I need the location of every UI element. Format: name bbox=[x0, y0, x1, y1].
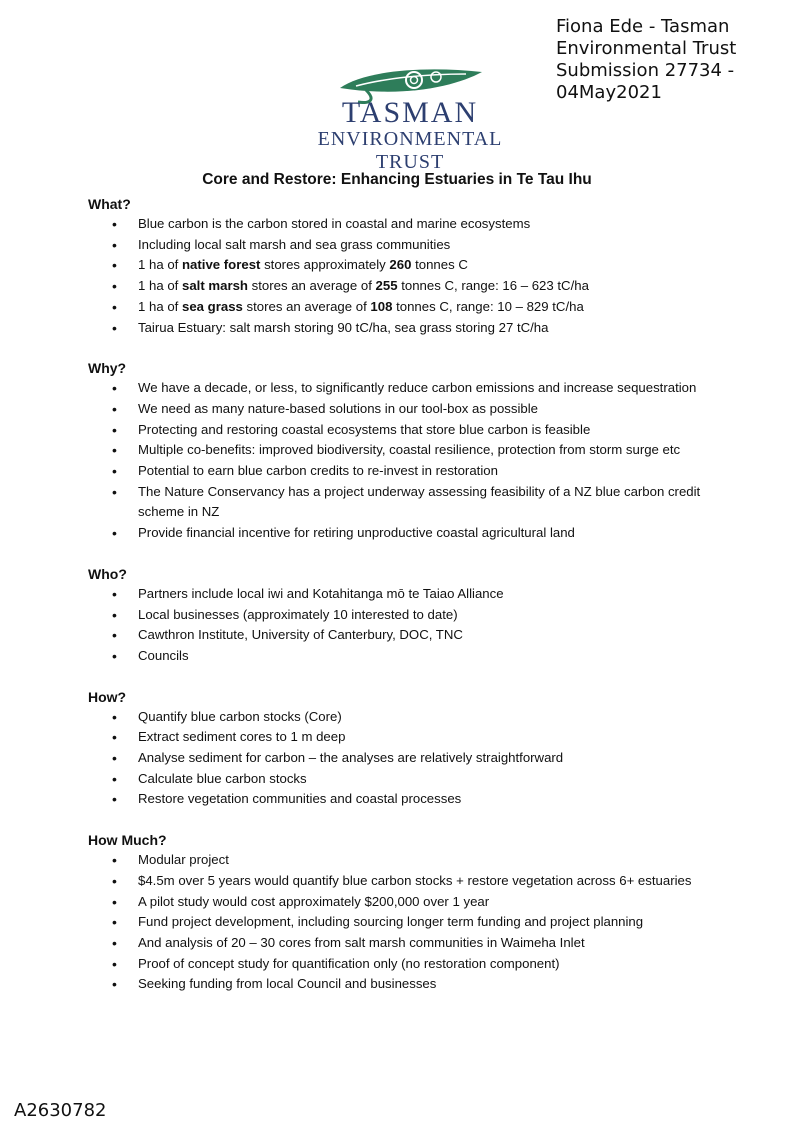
section-heading: What? bbox=[88, 196, 131, 212]
list-item: • Multiple co-benefits: improved biodiversity, coastal resilience, protection from storm surge etc bbox=[88, 440, 738, 461]
list-item: • Including local salt marsh and sea grass communities bbox=[88, 235, 738, 256]
list-item: • We need as many nature-based solutions in our tool-box as possible bbox=[88, 399, 738, 420]
list-item: • 1 ha of salt marsh stores an average of 255 tonnes C, range: 16 – 623 tC/ha bbox=[88, 276, 738, 297]
list-item: • Cawthron Institute, University of Canterbury, DOC, TNC bbox=[88, 625, 738, 646]
list-item: • A pilot study would cost approximately $200,000 over 1 year bbox=[88, 892, 738, 913]
section-how bbox=[88, 687, 738, 811]
submission-stamp: Fiona Ede - Tasman Environmental Trust Submission 27734 - 04May2021 bbox=[556, 16, 737, 103]
section-why bbox=[88, 358, 738, 544]
bullet-list bbox=[88, 214, 738, 338]
list-item: • Proof of concept study for quantification only (no restoration component) bbox=[88, 954, 738, 975]
list-item: • Potential to earn blue carbon credits to re-invest in restoration bbox=[88, 461, 738, 482]
list-item: • The Nature Conservancy has a project underway assessing feasibility of a NZ blue carbon credit scheme in NZ bbox=[88, 482, 738, 523]
list-item: • $4.5m over 5 years would quantify blue carbon stocks + restore vegetation across 6+ estuaries bbox=[88, 871, 738, 892]
document-body bbox=[88, 194, 738, 995]
list-item: • Restore vegetation communities and coastal processes bbox=[88, 789, 738, 810]
logo-line-2: ENVIRONMENTAL TRUST bbox=[317, 128, 503, 173]
section-heading: Who? bbox=[88, 565, 127, 582]
section-who bbox=[88, 564, 738, 667]
list-item: • Seeking funding from local Council and businesses bbox=[88, 974, 738, 995]
logo-line-1: TASMAN bbox=[341, 96, 479, 129]
list-item: • 1 ha of native forest stores approximately 260 tonnes C bbox=[88, 255, 738, 276]
document-id: A2630782 bbox=[14, 1100, 107, 1121]
bullet-list bbox=[88, 707, 738, 811]
list-item: • And analysis of 20 – 30 cores from salt marsh communities in Waimeha Inlet bbox=[88, 933, 738, 954]
section-how-much bbox=[88, 830, 738, 995]
list-item: • Fund project development, including sourcing longer term funding and project planning bbox=[88, 912, 738, 933]
list-item: • Quantify blue carbon stocks (Core) bbox=[88, 707, 738, 728]
list-item: • Blue carbon is the carbon stored in coastal and marine ecosystems bbox=[88, 214, 738, 235]
bullet-list bbox=[88, 378, 738, 544]
page-title: Core and Restore: Enhancing Estuaries in Te Tau Ihu bbox=[202, 171, 592, 188]
section-heading: How? bbox=[88, 688, 127, 705]
list-item: • Tairua Estuary: salt marsh storing 90 tC/ha, sea grass storing 27 tC/ha bbox=[88, 318, 738, 339]
list-item: • Protecting and restoring coastal ecosystems that store blue carbon is feasible bbox=[88, 420, 738, 441]
section-heading: Why? bbox=[88, 360, 127, 377]
bullet-list bbox=[88, 850, 738, 995]
bullet-list bbox=[88, 584, 738, 667]
tasman-environmental-trust-logo bbox=[284, 64, 536, 173]
list-item: • We have a decade, or less, to significantly reduce carbon emissions and increase sequestration bbox=[88, 378, 738, 399]
section-what bbox=[88, 194, 738, 338]
list-item: • Analyse sediment for carbon – the analyses are relatively straightforward bbox=[88, 748, 738, 769]
list-item: • Extract sediment cores to 1 m deep bbox=[88, 727, 738, 748]
list-item: • 1 ha of sea grass stores an average of 108 tonnes C, range: 10 – 829 tC/ha bbox=[88, 297, 738, 318]
section-heading: How Much? bbox=[88, 832, 167, 849]
list-item: • Calculate blue carbon stocks bbox=[88, 769, 738, 790]
list-item: • Provide financial incentive for retiring unproductive coastal agricultural land bbox=[88, 523, 738, 544]
list-item: • Local businesses (approximately 10 interested to date) bbox=[88, 605, 738, 626]
list-item: • Councils bbox=[88, 646, 738, 667]
list-item: • Modular project bbox=[88, 850, 738, 871]
list-item: • Partners include local iwi and Kotahitanga mō te Taiao Alliance bbox=[88, 584, 738, 605]
